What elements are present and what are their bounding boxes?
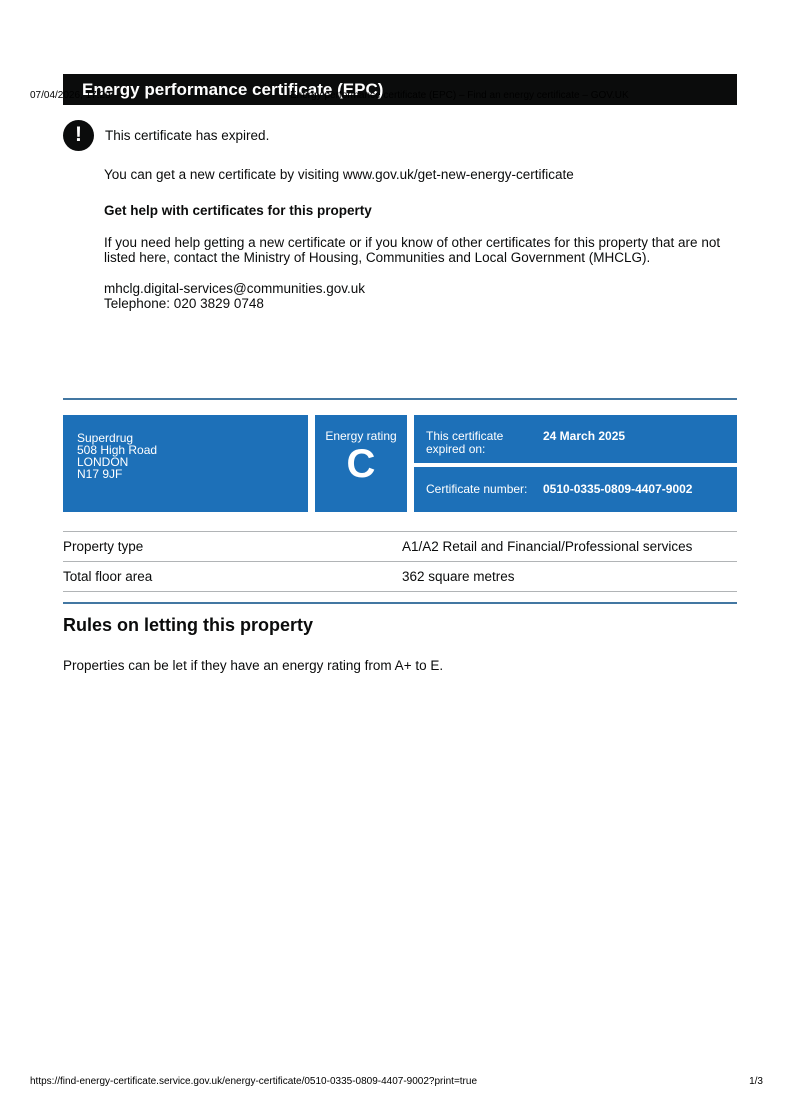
section-divider-bottom <box>63 602 737 604</box>
contact-details <box>104 281 737 311</box>
address-line: LONDON <box>77 455 129 469</box>
certificate-banner-title: Energy performance certificate (EPC) <box>63 74 737 105</box>
floor-area-value: 362 square metres <box>402 569 515 584</box>
letting-rules-heading: Rules on letting this property <box>63 615 314 635</box>
help-body-text: If you need help getting a new certificate or if you know of other certificates for this property that are not listed here, contact the Ministry of Housing, Communities and Local Government (MHCLG). <box>104 235 721 265</box>
energy-rating-panel <box>315 415 407 512</box>
print-page-indicator: 1/3 <box>749 1076 763 1087</box>
address-line: Superdrug <box>77 431 134 445</box>
certificate-page <box>63 74 737 673</box>
certificate-info-panel <box>414 415 737 512</box>
section-divider-top <box>63 398 737 400</box>
address-line: 508 High Road <box>77 443 158 457</box>
property-type-label: Property type <box>63 539 144 554</box>
certificate-number-label: Certificate number: <box>426 482 528 496</box>
property-address <box>63 415 308 512</box>
certificate-number-row <box>414 467 737 512</box>
expiry-row <box>414 415 737 463</box>
print-document-title: Energy performance certificate (EPC) – Find an energy certificate – GOV.UK <box>290 90 629 101</box>
certificate-number-value: 0510-0335-0809-4407-9002 <box>543 482 693 496</box>
expiry-value: 24 March 2025 <box>543 429 626 443</box>
get-help-heading: Get help with certificates for this property <box>104 203 372 218</box>
letting-rules-body: Properties can be let if they have an energy rating from A+ to E. <box>63 658 444 673</box>
notice-body <box>104 167 737 311</box>
expiry-label: This certificate expired on: <box>426 429 504 456</box>
energy-rating-value: C <box>346 442 376 486</box>
print-datetime: 07/04/2026, 17:29 <box>30 90 111 101</box>
table-row <box>63 562 737 592</box>
expired-message: This certificate has expired. <box>105 128 270 143</box>
print-header <box>30 90 770 102</box>
certificate-summary-box <box>63 415 737 512</box>
print-footer-url: https://find-energy-certificate.service.gov.uk/energy-certificate/0510-0335-0809-4407-9002?print=true <box>30 1076 478 1087</box>
table-row <box>63 532 737 562</box>
contact-email: mhclg.digital-services@communities.gov.uk <box>104 281 366 296</box>
contact-phone: Telephone: 020 3829 0748 <box>104 296 264 311</box>
new-certificate-text: You can get a new certificate by visiting www.gov.uk/get-new-energy-certificate <box>104 167 574 182</box>
property-details-table <box>63 531 737 592</box>
exclamation-warning-icon: ! <box>63 120 94 151</box>
address-line: N17 9JF <box>77 467 123 481</box>
energy-rating-label: Energy rating <box>325 429 397 443</box>
expired-notice <box>63 120 737 151</box>
property-type-value: A1/A2 Retail and Financial/Professional services <box>402 539 693 554</box>
floor-area-label: Total floor area <box>63 569 153 584</box>
